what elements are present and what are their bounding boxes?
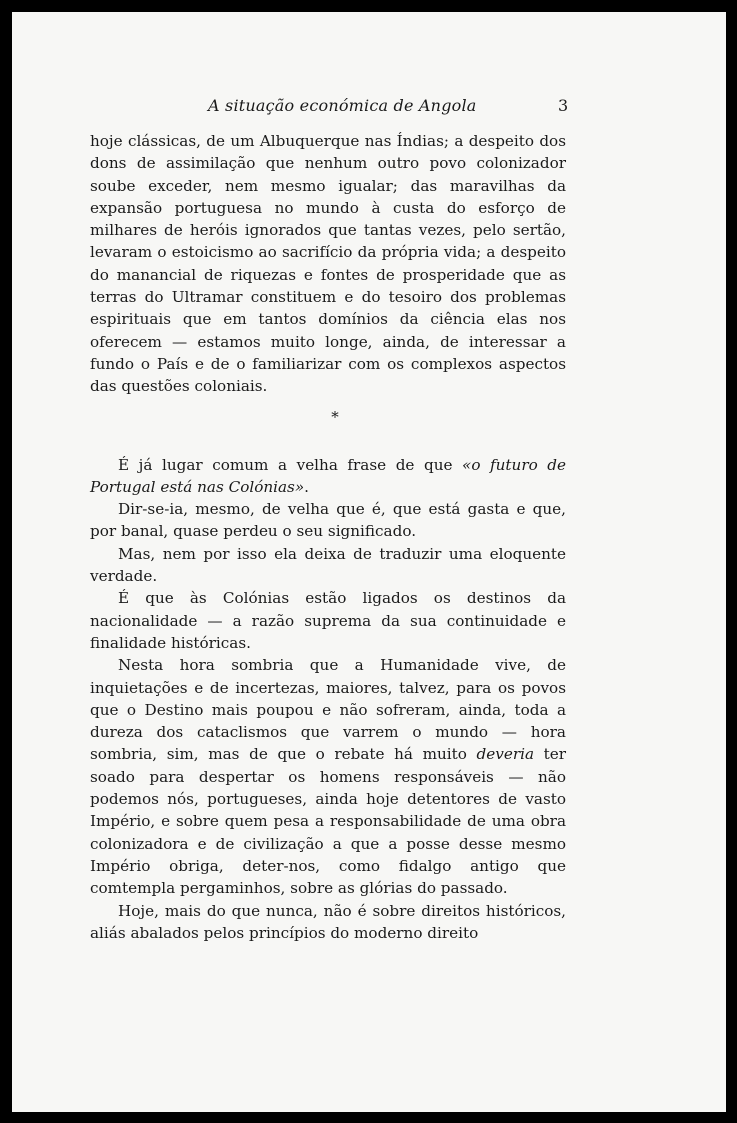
paragraph-5: É que às Colónias estão ligados os destinos da nacionalidade — a razão suprema da sua continuidade e finalidade históricas.	[90, 589, 566, 652]
running-title: A situação económica de Angola	[208, 96, 477, 115]
paragraph-2-quote: «o futuro de Portugal está nas Colónias»	[90, 455, 566, 496]
paragraph-7: Hoje, mais do que nunca, não é sobre direitos históricos, aliás abalados pelos princípios do moderno direito	[90, 901, 566, 942]
paragraph-4: Mas, nem por isso ela deixa de traduzir uma eloquente verdade.	[90, 544, 566, 586]
paragraph-6-end: ter soado para despertar os homens responsáveis — não podemos nós, portugueses, ainda hoje detentores de vasto Império, e sobre quem pesa a responsabilidade de uma obra colonizadora e de civilização a que a posse desse mesmo Império obriga, deter-nos, como fidalgo antigo que comtempla pergaminhos, sobre as glórias do passado.	[90, 745, 566, 898]
section-separator: *	[331, 407, 339, 426]
paragraph-1: hoje clássicas, de um Albuquerque nas Índias; a despeito dos dons de assimilação que nenhum outro povo colonizador soube exceder, nem mesmo igualar; das maravilhas da expansão portuguesa no mundo à custa do esforço de milhares de heróis ignorados que tantas vezes, pelo sertão, levaram o estoicismo ao sacrifício da própria vida; a despeito do manancial de riquezas e fontes de prosperidade que as terras do Ultramar constituem e do tesoiro dos problemas espirituais que em tantos domínios da ciência elas nos oferecem — estamos muito longe, ainda, de interessar a fundo o País e de o familiarizar com os complexos aspectos das questões coloniais.	[90, 132, 566, 396]
body-text	[90, 130, 566, 944]
page-header	[12, 96, 726, 118]
paragraph-2-text: É já lugar comum a velha frase de que	[118, 455, 463, 474]
document-page	[12, 12, 726, 1112]
page-number: 3	[558, 96, 569, 115]
paragraph-3: Dir-se-ia, mesmo, de velha que é, que está gasta e que, por banal, quase perdeu o seu significado.	[90, 500, 566, 541]
paragraph-6-text: Nesta hora sombria que a Humanidade vive, de inquietações e de incertezas, maiores, talvez, para os povos que o Destino mais poupou e não sofreram, ainda, toda a dureza dos cataclismos que varrem o mundo — hora sombria, sim, mas de que o rebate há muito	[90, 656, 566, 764]
paragraph-6-italic: deveria	[476, 745, 534, 764]
paragraph-2-end: .	[304, 477, 309, 496]
paragraph-2	[90, 454, 566, 499]
paragraph-6	[90, 654, 566, 899]
